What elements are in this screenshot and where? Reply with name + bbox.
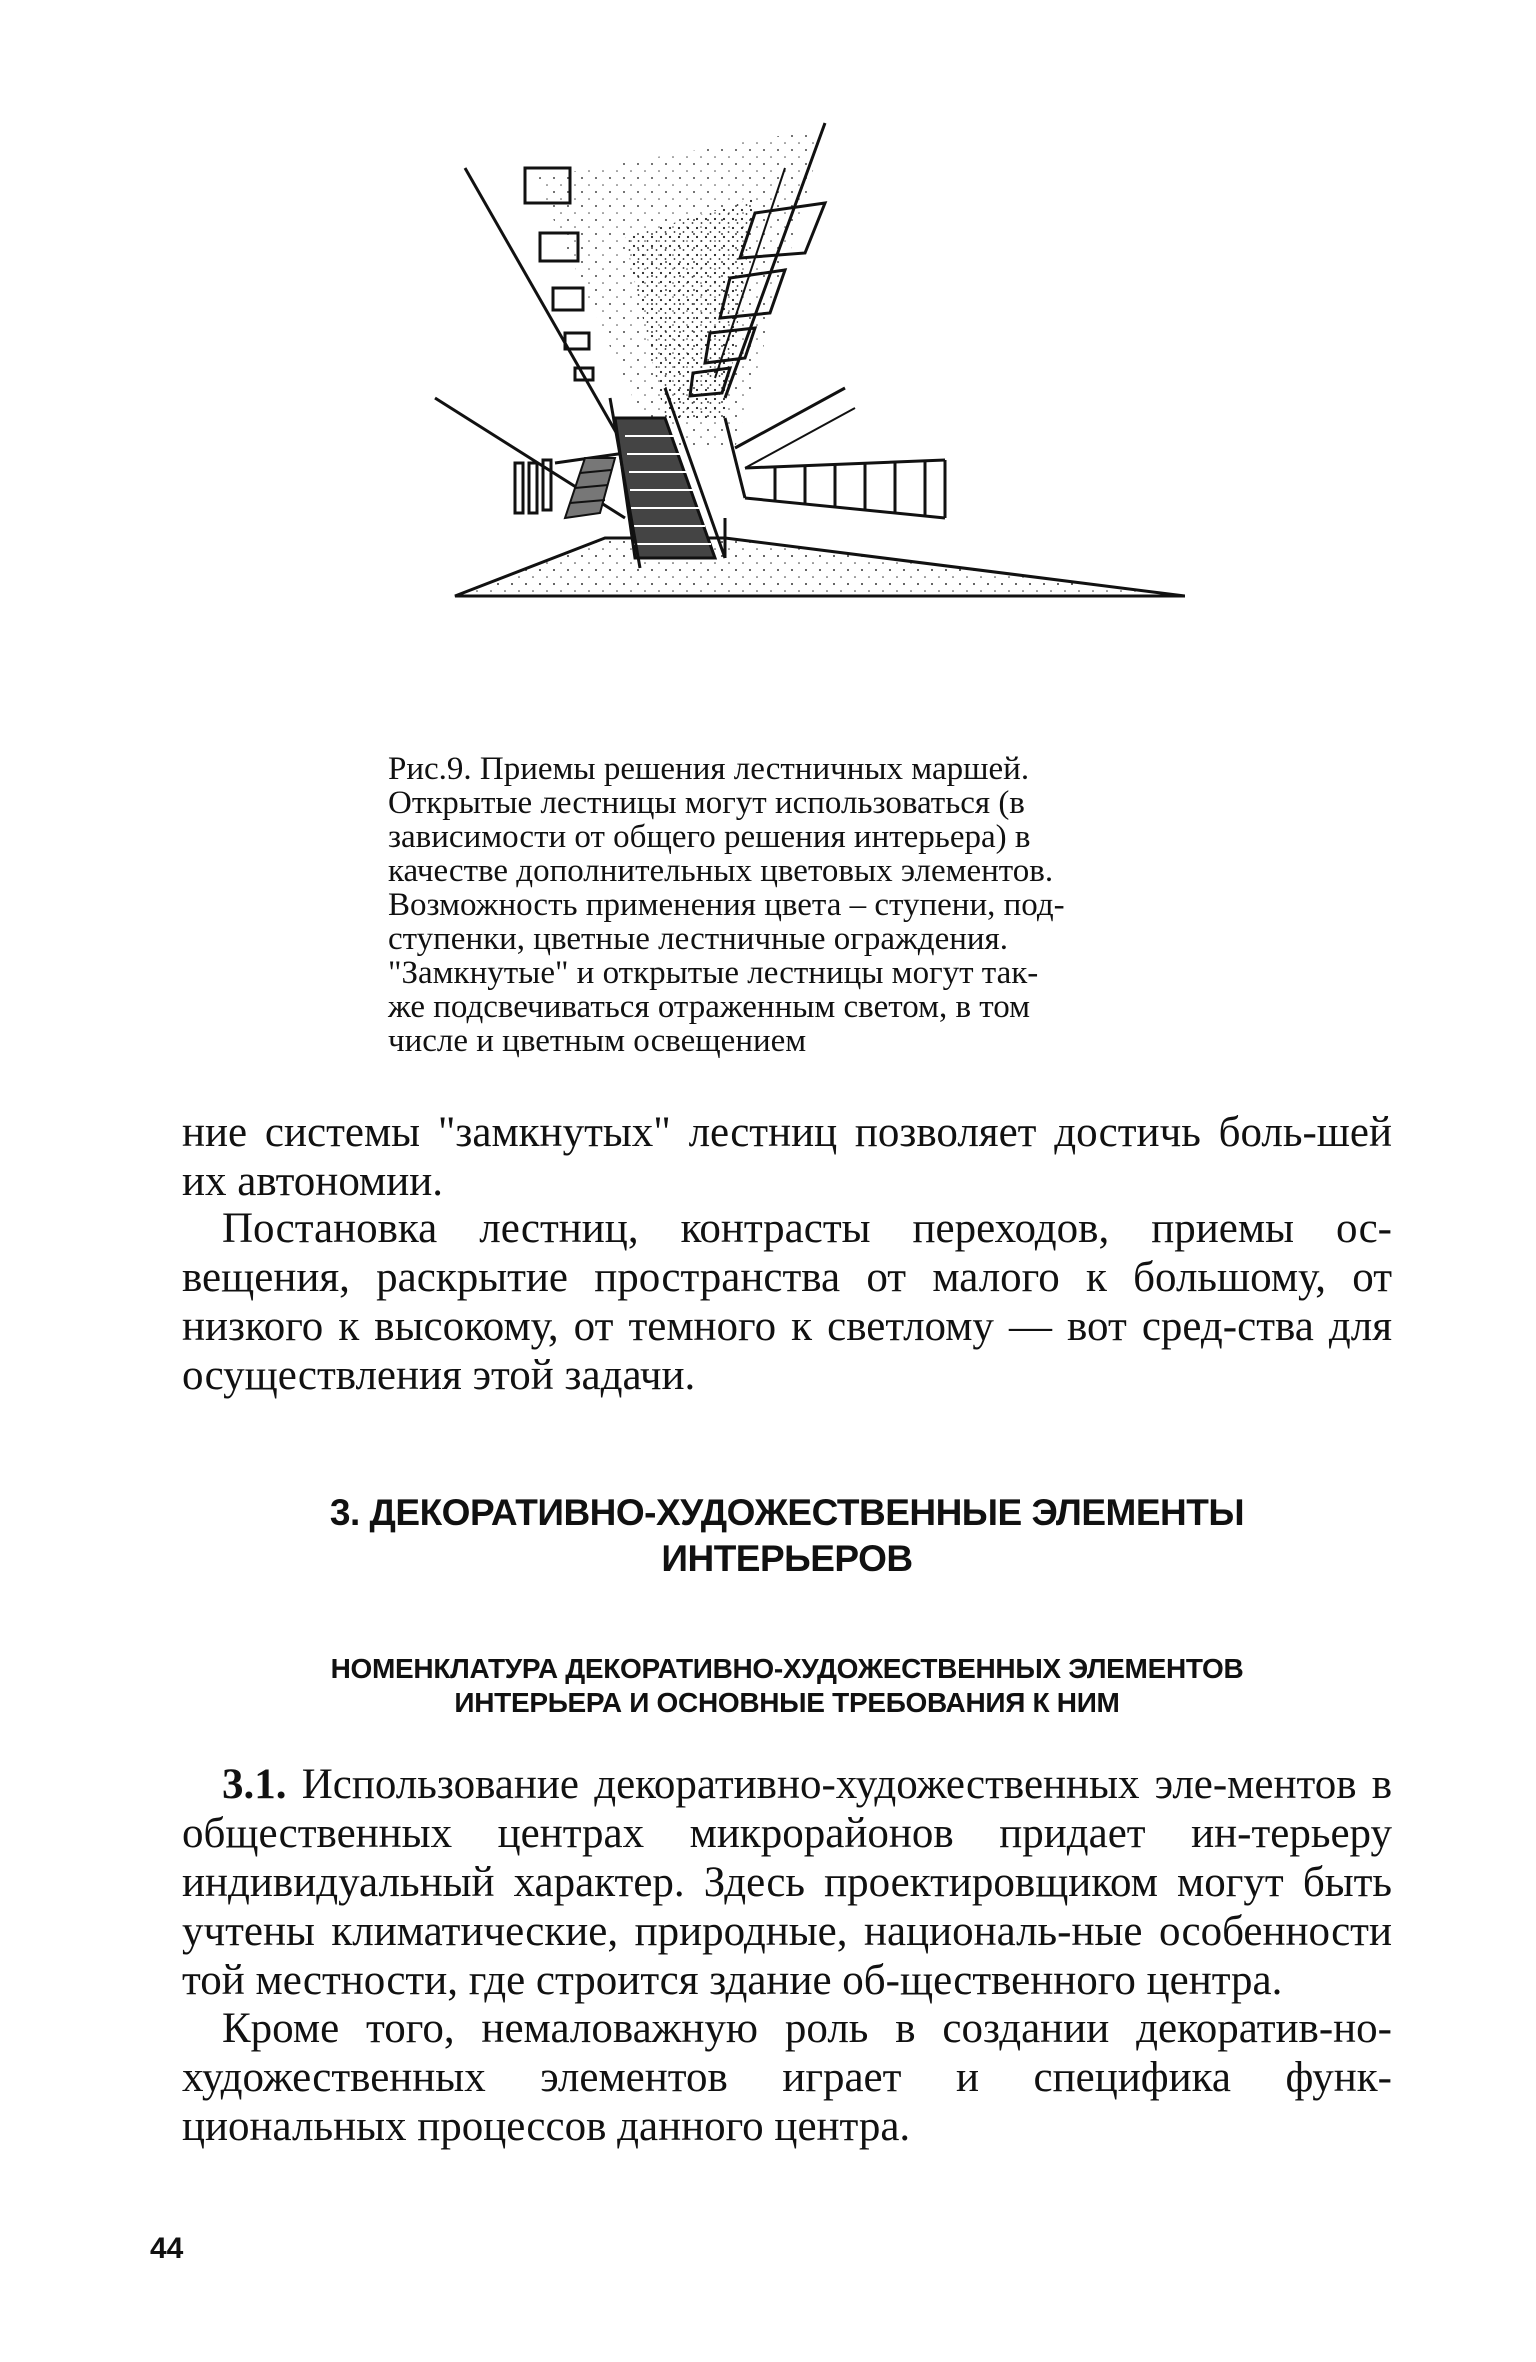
clause-number: 3.1. — [222, 1761, 287, 1808]
clause-text: Использование декоративно-художественных эле-ментов в общественных центрах микрорайонов придает ин-терьеру индивидуальный характер. Здесь проектировщиком могут быть учтены климатические, природные, националь-ные особенности той местности, где строится здание об-щественного центра. — [182, 1761, 1393, 2004]
section-heading-line: ИНТЕРЬЕРОВ — [661, 1538, 913, 1579]
subsection-heading — [182, 1652, 1392, 1720]
paragraph-text: Постановка лестниц, контрасты переходов, приемы ос-вещения, раскрытие пространства от малого к большому, от низкого к высокому, от темного к светлому — вот сред-ства для осуществления этой задачи. — [182, 1205, 1392, 1399]
subsection-heading-line: ИНТЕРЬЕРА И ОСНОВНЫЕ ТРЕБОВАНИЯ К НИМ — [454, 1687, 1120, 1718]
figure-caption — [388, 752, 1148, 1058]
paragraph-specifics — [182, 2004, 1392, 2151]
caption-line: Возможность применения цвета – ступени, под- — [388, 887, 1065, 923]
caption-line: же подсвечиваться отраженным светом, в том — [388, 989, 1031, 1025]
page-number: 44 — [150, 2232, 184, 2265]
paragraph-continuation — [182, 1108, 1392, 1206]
section-heading-line: 3. ДЕКОРАТИВНО-ХУДОЖЕСТВЕННЫЕ ЭЛЕМЕНТЫ — [329, 1492, 1245, 1533]
caption-line: качестве дополнительных цветовых элементов. — [388, 853, 1054, 889]
caption-line: Открытые лестницы могут использоваться (в — [388, 785, 1025, 821]
paragraph-text — [182, 1760, 1392, 2005]
subsection-heading-line: НОМЕНКЛАТУРА ДЕКОРАТИВНО-ХУДОЖЕСТВЕННЫХ ЭЛЕМЕНТОВ — [330, 1653, 1244, 1684]
caption-line: числе и цветным освещением — [388, 1023, 807, 1059]
caption-line: Рис.9. Приемы решения лестничных маршей. — [388, 751, 1030, 787]
caption-line: ступенки, цветные лестничные ограждения. — [388, 921, 1008, 957]
staircase-illustration — [425, 118, 1185, 700]
section-heading — [182, 1490, 1392, 1582]
paragraph-text: Кроме того, немаловажную роль в создании декоратив-но-художественных элементов играет и специфика функ-циональных процессов данного центра. — [182, 2005, 1392, 2150]
caption-line: зависимости от общего решения интерьера) в — [388, 819, 1031, 855]
paragraph-text: ние системы "замкнутых" лестниц позволяет достичь боль-шей их автономии. — [182, 1109, 1392, 1205]
paragraph-3-1 — [182, 1760, 1392, 2005]
paragraph-staircase-means — [182, 1204, 1392, 1400]
caption-line: "Замкнутые" и открытые лестницы могут так- — [388, 955, 1039, 991]
